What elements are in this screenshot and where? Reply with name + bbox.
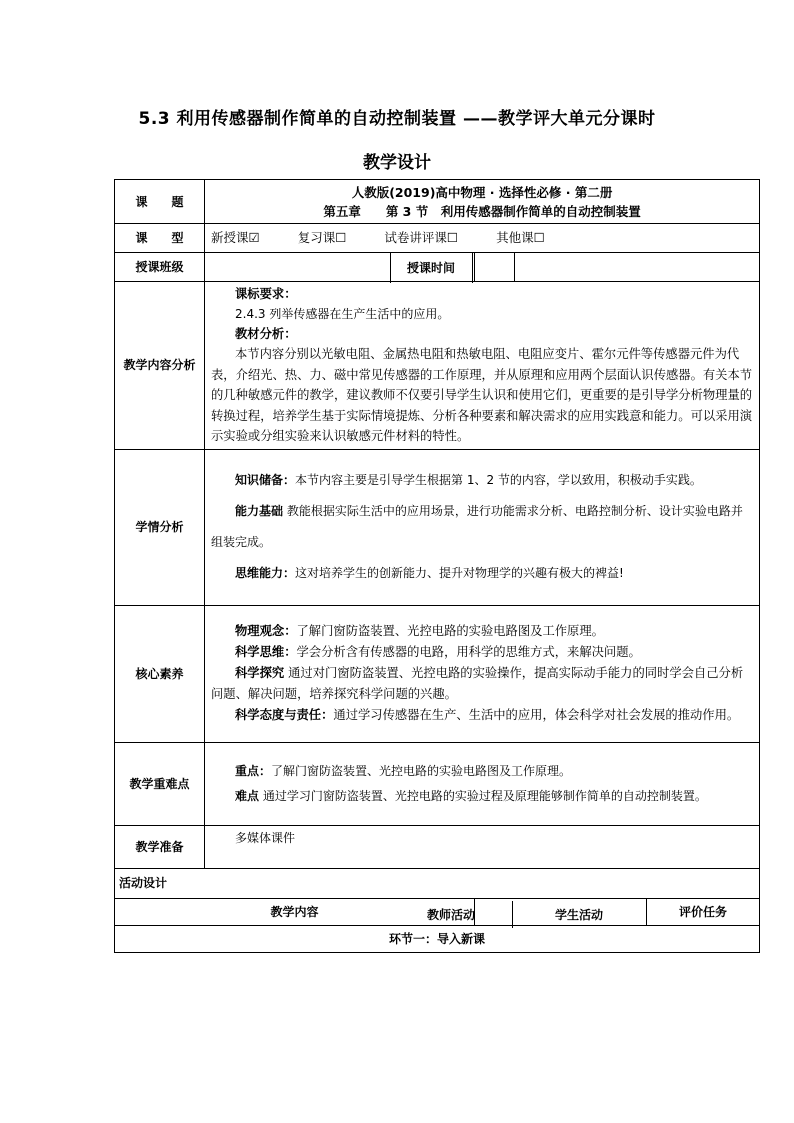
key-text: 了解门窗防盗装置、光控电路的实验电路图及工作原理。: [271, 763, 572, 778]
core-item-title: 科学思维：: [235, 645, 297, 659]
type-cell: [205, 224, 760, 253]
difficulty-text: 通过学习门窗防盗装置、光控电路的实验过程及原理能够制作简单的自动控制装置。: [262, 788, 707, 803]
thinking-title: 思维能力：: [235, 566, 296, 580]
row-topic: [115, 180, 760, 224]
prep-text: 多媒体课件: [235, 830, 296, 845]
req-title: 课标要求：: [235, 287, 297, 301]
knowledge-title: 知识储备：: [235, 473, 296, 487]
difficulty-title: 难点: [235, 788, 260, 803]
core-item-title: 物理观念：: [235, 624, 297, 638]
label-time: [475, 253, 515, 282]
key-title: 重点：: [235, 763, 272, 778]
thinking-text: 这对培养学生的创新能力、提升对物理学的兴趣有极大的裨益!: [295, 566, 624, 580]
time-value[interactable]: [515, 253, 760, 282]
core-cell: [205, 605, 760, 742]
topic-line1: 人教版(2019)高中物理 · 选择性必修 · 第二册: [351, 184, 613, 200]
divider: [512, 901, 513, 928]
document-title: 5.3 利用传感器制作简单的自动控制装置 ——教学评大单元分课时: [138, 109, 656, 129]
ability-title: 能力基础: [235, 504, 284, 518]
header-teacher-text: 教师活动: [426, 908, 475, 922]
core-item-title: 科学探究: [235, 666, 285, 680]
label-type: 课 型: [115, 224, 205, 253]
header-eval: 评价任务: [647, 898, 760, 925]
core-item-text: 通过学习传感器在生产、生活中的应用，体会科学对社会发展的推动作用。: [333, 708, 740, 722]
label-activity: 活动设计: [115, 868, 760, 898]
label-prep: 教学准备: [115, 825, 205, 868]
key-points-cell: [205, 742, 760, 825]
option-exam-review-lesson[interactable]: 试卷讲评课☐: [384, 229, 459, 245]
option-review-lesson[interactable]: 复习课☐: [297, 229, 347, 245]
row-section1: [115, 925, 760, 952]
option-other-lesson[interactable]: 其他课☐: [496, 229, 545, 245]
option-new-lesson[interactable]: 新授课☑: [211, 229, 260, 245]
req-text: 2.4.3 列举传感器在生产生活中的应用。: [235, 306, 450, 321]
row-student-analysis: [115, 449, 760, 605]
student-analysis-cell: [205, 449, 760, 605]
knowledge-text: 本节内容主要是引导学生根据第 1、2 节的内容，学以致用，积极动手实践。: [295, 473, 702, 487]
ability-text: 教能根据实际生活中的应用场景，进行功能需求分析、电路控制分析、设计实验电路并组装完成。: [211, 504, 743, 549]
section1-title: 环节一：导入新课: [115, 925, 760, 952]
core-item-text: 通过对门窗防盗装置、光控电路的实验操作，提高实际动手能力的同时学会自己分析问题、解决问题，培养探究科学问题的兴趣。: [211, 666, 744, 701]
topic-line2: 第五章 第 3 节 利用传感器制作简单的自动控制装置: [323, 203, 641, 219]
row-type: [115, 224, 760, 253]
mat-title: 教材分析：: [235, 326, 297, 341]
divider: [390, 253, 391, 283]
header-content: 教学内容: [115, 898, 475, 925]
label-core: 核心素养: [115, 605, 205, 742]
label-time-text: 授课时间: [406, 261, 455, 275]
lesson-plan-table: [114, 179, 760, 953]
row-prep: [115, 825, 760, 868]
topic-cell: [205, 180, 760, 224]
core-item-text: 学会分析含有传感器的电路，用科学的思维方式，来解决问题。: [296, 645, 641, 659]
row-activity-label: [115, 868, 760, 898]
label-topic: 课 题: [115, 180, 205, 224]
content-analysis-cell: [205, 282, 760, 450]
label-key-points: 教学重难点: [115, 742, 205, 825]
row-core: [115, 605, 760, 742]
row-key-points: [115, 742, 760, 825]
divider: [472, 253, 473, 283]
document-subtitle: 教学设计: [363, 153, 431, 173]
header-student-text: 学生活动: [554, 908, 603, 922]
core-item-text: 了解门窗防盗装置、光控电路的实验电路图及工作原理。: [296, 624, 604, 638]
prep-cell: [205, 825, 760, 868]
row-content-analysis: [115, 282, 760, 450]
label-class: 授课班级: [115, 253, 205, 282]
label-content-analysis: 教学内容分析: [115, 282, 205, 450]
label-student-analysis: 学情分析: [115, 449, 205, 605]
core-item-title: 科学态度与责任：: [235, 708, 334, 722]
mat-text: 本节内容分别以光敏电阻、金属热电阻和热敏电阻、电阻应变片、霍尔元件等传感器元件为代表，介绍光、热、力、磁中常见传感器的工作原理，并从原理和应用两个层面认识传感器。有关本节的几种敏感元件的教学，建议教师不仅要引导学生认识和使用它们，更重要的是引导学分析物理量的转换过程，培养学生基于实际情境提炼、分析各种要素和解决需求的应用实践意和能力。可以采用演示实验或分组实验来认识敏感元件材料的特性。: [211, 347, 753, 443]
